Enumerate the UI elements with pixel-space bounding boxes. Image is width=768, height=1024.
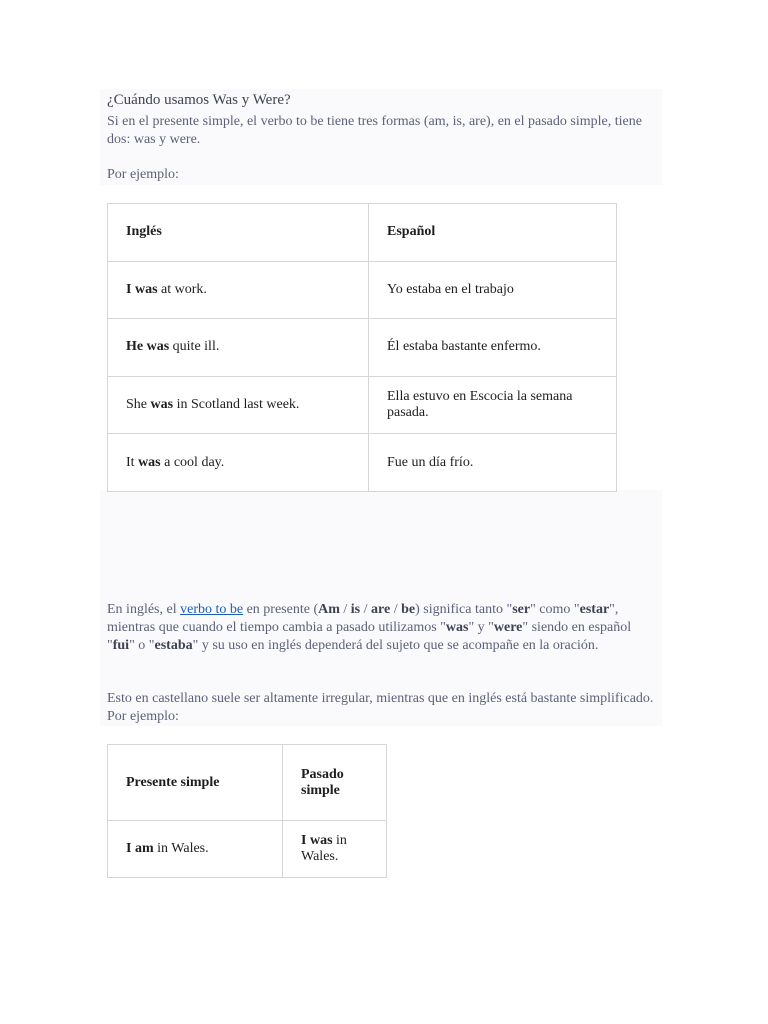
bold-term: estaba — [154, 638, 193, 653]
verb: was — [146, 339, 170, 355]
english-cell — [108, 261, 369, 319]
sentence-rest: in Scotland last week. — [173, 397, 300, 413]
text-run: / — [360, 602, 372, 617]
bold-term: was — [445, 620, 469, 635]
bold-term: Am — [318, 602, 340, 617]
text-run: / — [390, 602, 402, 617]
sentence-rest: quite ill. — [169, 339, 220, 355]
text-run: / — [339, 602, 351, 617]
english-cell — [108, 376, 369, 434]
table-row — [108, 434, 617, 492]
sentence-rest: in Wales. — [301, 833, 347, 864]
verb: was — [150, 397, 174, 413]
text-run: " o " — [129, 638, 155, 653]
verb: was — [134, 281, 158, 297]
table-row — [108, 376, 617, 434]
header-cell-present: Presente simple — [108, 745, 283, 821]
spanish-cell: Yo estaba en el trabajo — [369, 261, 617, 319]
table-row — [108, 261, 617, 319]
example-paragraph: Esto en castellano suele ser altamente irregular, mientras que en inglés está bastante simplificado. Por ejemplo: — [107, 691, 654, 724]
text-run: " y " — [468, 620, 494, 635]
past-cell — [283, 821, 387, 878]
verb: was — [138, 454, 161, 470]
examples-table — [107, 203, 617, 492]
verbo-to-be-link[interactable]: verbo to be — [180, 602, 244, 617]
bold-term: are — [371, 602, 391, 617]
bold-term: fui — [112, 638, 130, 653]
subject: I — [301, 833, 307, 848]
english-cell — [108, 319, 369, 377]
text-run: ) significa tanto " — [415, 602, 513, 617]
text-run: " y su uso en inglés dependerá del sujeto que se acompañe en la oración. — [192, 638, 599, 653]
text-run: ", mientras que cuando el tiempo cambia a pasado utilizamos " — [107, 602, 619, 635]
header-cell-spanish: Español — [369, 204, 617, 262]
subject: She — [126, 397, 147, 413]
spanish-cell: Fue un día frío. — [369, 434, 617, 492]
explanation-paragraph — [107, 601, 655, 655]
subject: I — [126, 841, 132, 856]
example-label: Por ejemplo: — [107, 167, 179, 182]
present-cell — [108, 821, 283, 878]
text-run: En inglés, el — [107, 602, 181, 617]
subject: It — [126, 454, 135, 470]
table-header-row — [108, 745, 387, 821]
bold-term: is — [350, 602, 361, 617]
sentence-rest: in Wales. — [153, 841, 209, 856]
table-row — [108, 821, 387, 878]
bold-term: ser — [512, 602, 531, 617]
spanish-cell: Él estaba bastante enfermo. — [369, 319, 617, 377]
table-header-row — [108, 204, 617, 262]
section-title: ¿Cuándo usamos Was y Were? — [107, 92, 291, 108]
tenses-table — [107, 744, 387, 878]
bold-term: were — [493, 620, 523, 635]
table-row — [108, 319, 617, 377]
subject: I — [126, 281, 132, 297]
text-run: " siendo en español " — [107, 620, 632, 653]
header-cell-past: Pasado simple — [283, 745, 387, 821]
bold-term: estar — [579, 602, 610, 617]
header-cell-english: Inglés — [108, 204, 369, 262]
verb: was — [309, 833, 333, 848]
bold-term: be — [401, 602, 416, 617]
spanish-cell: Ella estuvo en Escocia la semana pasada. — [369, 376, 617, 434]
text-run: " como " — [530, 602, 580, 617]
text-run: en presente ( — [243, 602, 319, 617]
sentence-rest: a cool day. — [160, 454, 225, 470]
subject: He — [126, 339, 144, 355]
sentence-rest: at work. — [157, 281, 207, 297]
english-cell — [108, 434, 369, 492]
verb: am — [134, 841, 154, 856]
intro-paragraph: Si en el presente simple, el verbo to be tiene tres formas (am, is, are), en el pasado simple, tiene dos: was y were. — [107, 114, 642, 147]
